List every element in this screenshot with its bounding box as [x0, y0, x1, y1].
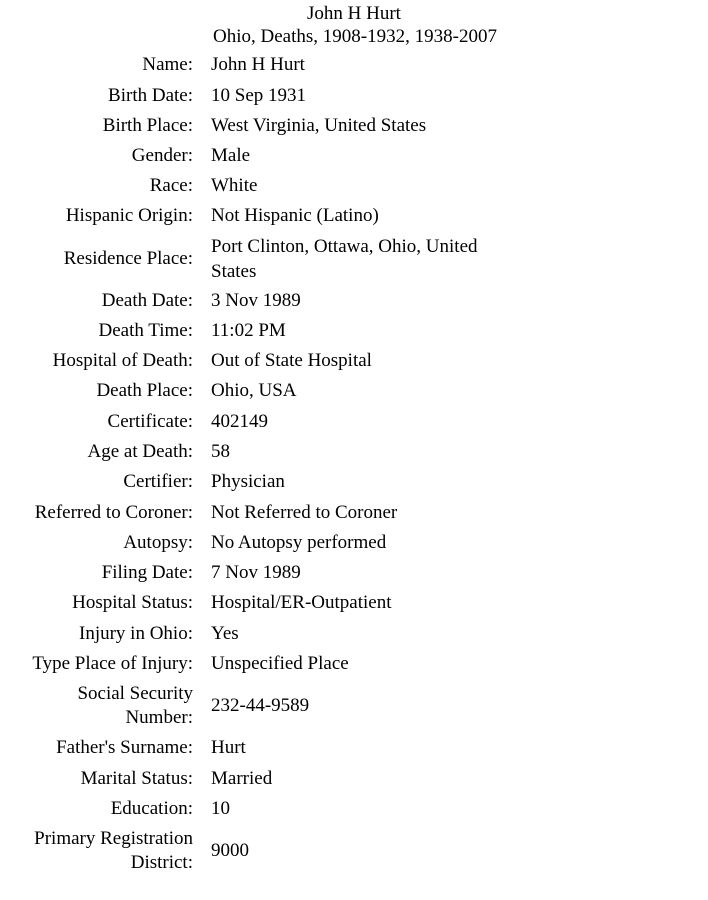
- field-name-row: [0, 50, 708, 80]
- field-value: 232-44-9589: [211, 695, 310, 716]
- field-hospital-status-row: [0, 588, 708, 618]
- field-death-place-row: [0, 376, 708, 406]
- field-value: Hospital/ER-Outpatient: [211, 592, 392, 613]
- field-certificate-row: [0, 406, 708, 437]
- field-label: Residence Place:: [63, 247, 193, 269]
- field-label: Hospital of Death:: [52, 350, 193, 371]
- field-value: Unspecified Place: [211, 653, 349, 674]
- field-label: Death Time:: [98, 320, 193, 341]
- field-label: Age at Death:: [87, 441, 193, 462]
- field-label: Birth Date:: [108, 84, 193, 106]
- field-label: Education:: [110, 797, 193, 819]
- field-label: Birth Place:: [102, 115, 193, 136]
- field-label: Social Security Number:: [77, 683, 193, 728]
- field-marital-status-row: [0, 763, 708, 794]
- field-label: Death Date:: [101, 290, 193, 311]
- field-label: Hospital Status:: [72, 592, 193, 613]
- field-label: Certifier:: [123, 471, 193, 492]
- field-value: 10: [211, 797, 230, 819]
- field-value: Port Clinton, Ottawa, Ohio, United States: [211, 235, 478, 282]
- field-birth-date-row: [0, 80, 708, 111]
- field-hispanic-origin-row: [0, 201, 708, 231]
- field-value: 7 Nov 1989: [211, 562, 301, 583]
- field-value: Married: [211, 767, 273, 789]
- field-label: Marital Status:: [80, 767, 193, 789]
- field-value: Not Hispanic (Latino): [211, 205, 379, 226]
- field-death-date-row: [0, 286, 708, 316]
- field-value: 9000: [211, 840, 249, 861]
- field-value: 10 Sep 1931: [211, 84, 306, 106]
- collection-title: Ohio, Deaths, 1908-1932, 1938-2007: [213, 26, 497, 47]
- field-primary-registration-district-row: [0, 823, 708, 879]
- field-filing-date-row: [0, 558, 708, 588]
- field-value: Yes: [211, 622, 239, 644]
- field-label: Filing Date:: [101, 562, 193, 583]
- field-value: Male: [211, 145, 251, 166]
- field-label: Father's Surname:: [56, 737, 193, 758]
- field-label: Referred to Coroner:: [34, 501, 193, 523]
- field-referred-to-coroner-row: [0, 497, 708, 528]
- record-fields: [0, 50, 708, 879]
- field-value: 58: [211, 441, 230, 462]
- field-race-row: [0, 171, 708, 201]
- field-value: 3 Nov 1989: [211, 290, 301, 311]
- field-gender-row: [0, 141, 708, 171]
- field-label: Primary Registration District:: [34, 828, 193, 873]
- field-value: 11:02 PM: [211, 320, 286, 341]
- field-value: West Virginia, United States: [211, 115, 427, 136]
- field-label: Death Place:: [96, 380, 193, 401]
- field-value: Not Referred to Coroner: [211, 501, 398, 523]
- field-value: Physician: [211, 471, 285, 492]
- field-value: John H Hurt: [211, 54, 305, 75]
- field-birth-place-row: [0, 111, 708, 141]
- field-social-security-number-row: [0, 679, 708, 733]
- field-hospital-of-death-row: [0, 346, 708, 376]
- field-age-at-death-row: [0, 437, 708, 467]
- field-certifier-row: [0, 467, 708, 497]
- record-header: [0, 2, 708, 48]
- field-type-place-of-injury-row: [0, 649, 708, 679]
- field-label: Type Place of Injury:: [32, 653, 193, 674]
- field-value: Ohio, USA: [211, 380, 297, 401]
- field-value: Out of State Hospital: [211, 350, 372, 371]
- field-label: Race:: [149, 175, 193, 196]
- field-value: 402149: [211, 410, 268, 432]
- field-label: Injury in Ohio:: [79, 622, 193, 644]
- field-label: Name:: [142, 54, 193, 75]
- field-label: Autopsy:: [123, 532, 193, 553]
- field-death-time-row: [0, 316, 708, 346]
- field-value: White: [211, 175, 258, 196]
- person-name-title: John H Hurt: [307, 3, 401, 24]
- field-label: Hispanic Origin:: [65, 205, 193, 226]
- field-injury-in-ohio-row: [0, 618, 708, 649]
- field-fathers-surname-row: [0, 733, 708, 763]
- field-value: No Autopsy performed: [211, 532, 387, 553]
- field-label: Gender:: [131, 145, 193, 166]
- field-autopsy-row: [0, 528, 708, 558]
- field-residence-place-row: [0, 231, 708, 286]
- field-education-row: [0, 794, 708, 823]
- field-label: Certificate:: [107, 410, 193, 432]
- field-value: Hurt: [211, 737, 246, 758]
